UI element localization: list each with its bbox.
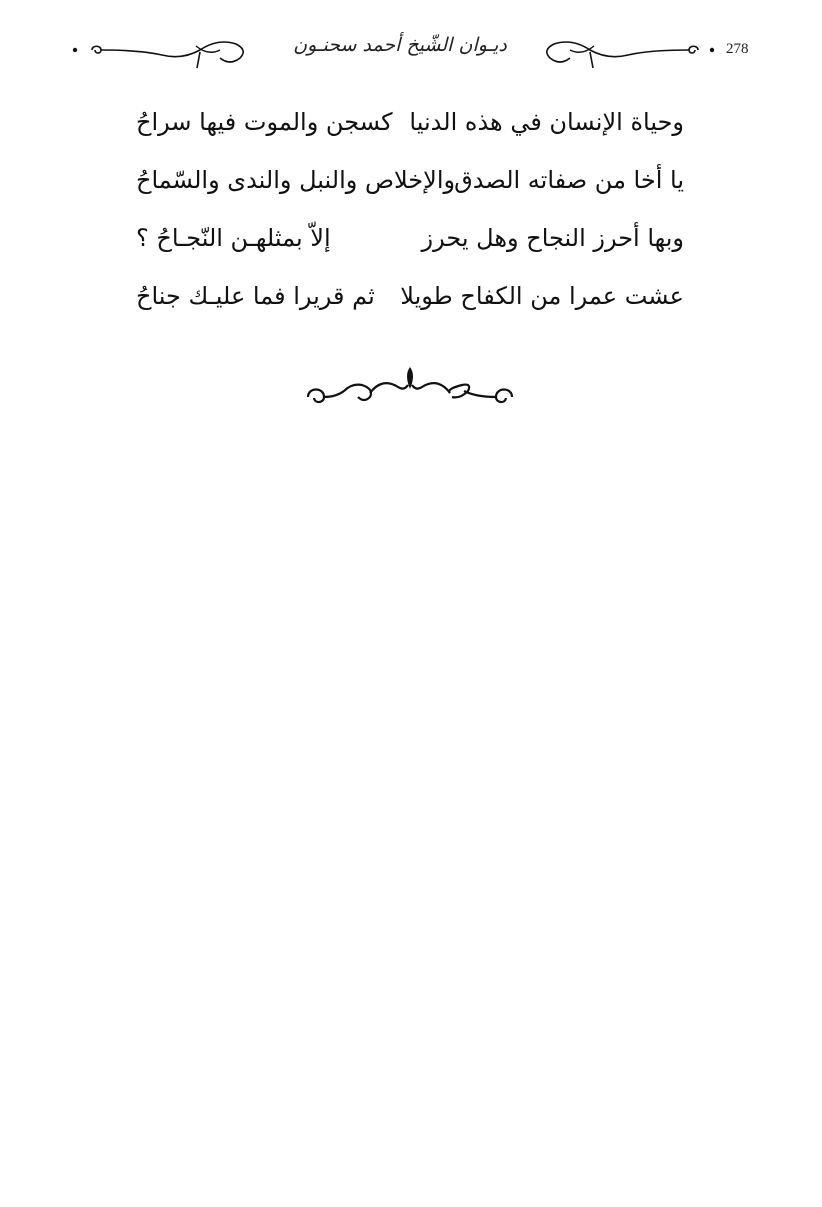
verse-second-hemistich: والإخلاص والنبل والندى والسّماحُ [136, 166, 456, 194]
page-header [0, 22, 822, 74]
verse [120, 158, 700, 216]
verse-first-hemistich: وبها أحرز النجاح وهل يحرز [421, 224, 684, 252]
verse-second-hemistich: إلاّ بمثلهـن النّجـاحُ ؟ [136, 224, 331, 252]
left-flourish-ornament [70, 30, 250, 70]
verse [120, 274, 700, 332]
verse [120, 100, 700, 158]
verse-first-hemistich: عشت عمرا من الكفاح طويلا [400, 282, 684, 310]
verse-first-hemistich: يا أخا من صفاته الصدق [454, 166, 684, 194]
poem [120, 100, 700, 332]
verse [120, 216, 700, 274]
book-title: ديـوان الشّيخ أحمد سحنـون [293, 34, 507, 56]
section-end-ornament [300, 363, 520, 419]
verse-second-hemistich: كسجن والموت فيها سراحُ [136, 108, 393, 136]
right-flourish-ornament [540, 30, 720, 70]
verse-second-hemistich: ثم قريرا فما عليـك جناحُ [136, 282, 375, 310]
page-number: 278 [726, 41, 749, 57]
verse-first-hemistich: وحياة الإنسان في هذه الدنيا [409, 108, 684, 136]
